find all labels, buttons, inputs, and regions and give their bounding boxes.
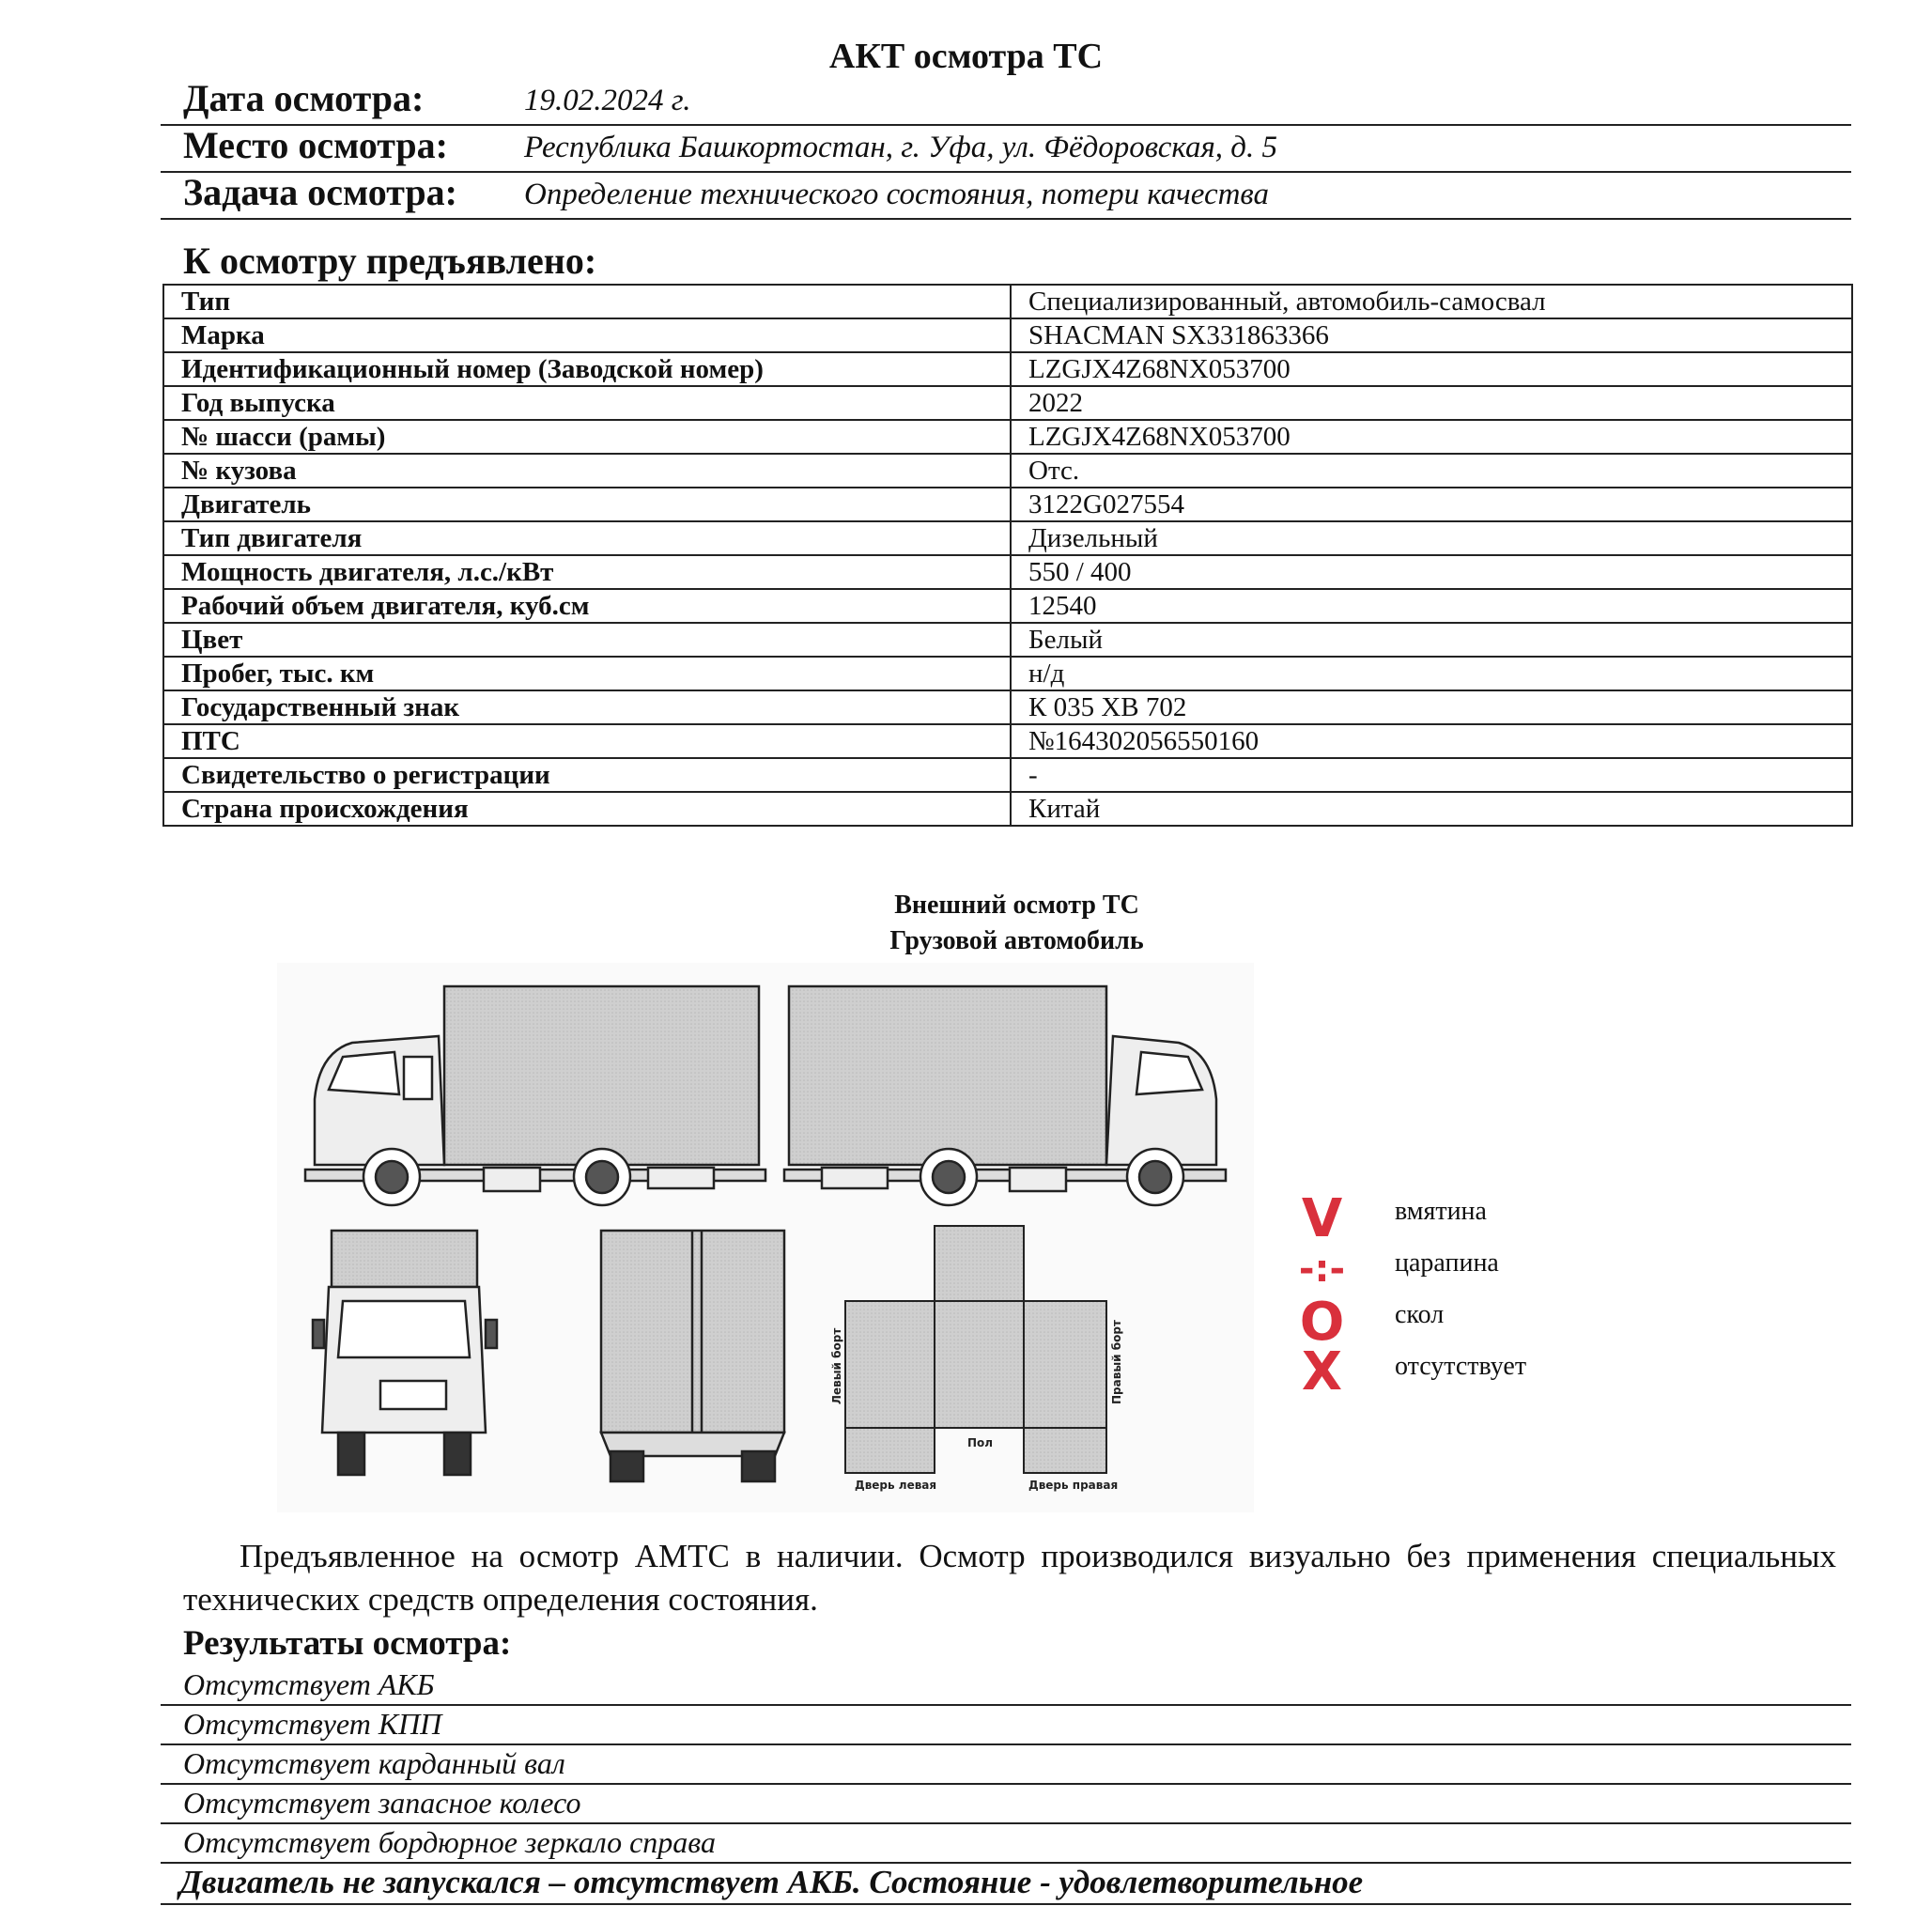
spec-value: Дизельный [1011, 521, 1852, 555]
result-item [161, 1822, 1851, 1864]
conclusion-row [161, 1862, 1851, 1905]
dent-label: вмятина [1395, 1197, 1487, 1226]
spec-key: Рабочий объем двигателя, куб.см [163, 589, 1011, 623]
scratch-symbol: -:- [1298, 1247, 1346, 1291]
spec-key: Государственный знак [163, 690, 1011, 724]
conclusion-text: Двигатель не запускался – отсутствует АКБ. Состояние - удовлетворительное [179, 1864, 1364, 1900]
inspection-place-label: Место осмотра: [183, 124, 448, 166]
truck-front-view [313, 1231, 497, 1475]
inspection-date-label: Дата осмотра: [183, 77, 425, 119]
plan-right-side-label: Правый борт [1110, 1320, 1123, 1404]
table-row [163, 555, 1852, 589]
truck-left-side-view [305, 986, 765, 1205]
spec-value: Белый [1011, 623, 1852, 657]
plan-door-left-label: Дверь левая [855, 1479, 937, 1492]
spec-value: SHACMAN SX331863366 [1011, 318, 1852, 352]
table-row [163, 758, 1852, 792]
table-row [163, 454, 1852, 488]
table-row [163, 589, 1852, 623]
spec-key: ПТС [163, 724, 1011, 758]
spec-value: 2022 [1011, 386, 1852, 420]
table-row [163, 657, 1852, 690]
inspection-date-value: 19.02.2024 г. [524, 84, 691, 117]
spec-key: Тип [163, 285, 1011, 318]
inspection-place-row [161, 124, 1851, 173]
table-row [163, 318, 1852, 352]
scratch-label: царапина [1395, 1248, 1499, 1278]
diagram-title: Внешний осмотр ТС [894, 891, 1139, 920]
spec-key: Страна происхождения [163, 792, 1011, 826]
spec-value: 12540 [1011, 589, 1852, 623]
result-text: Отсутствует запасное колесо [183, 1786, 581, 1820]
inspection-date-row [161, 77, 1851, 126]
truck-diagram [277, 963, 1254, 1512]
inspection-place-value: Республика Башкортостан, г. Уфа, ул. Фёдоровская, д. 5 [524, 131, 1277, 164]
result-item [161, 1783, 1851, 1824]
spec-key: Год выпуска [163, 386, 1011, 420]
table-row [163, 420, 1852, 454]
spec-key: Мощность двигателя, л.с./кВт [163, 555, 1011, 589]
table-row [163, 792, 1852, 826]
dent-symbol: V [1301, 1188, 1343, 1249]
spec-value: К 035 ХВ 702 [1011, 690, 1852, 724]
spec-key: Марка [163, 318, 1011, 352]
spec-value: №164302056550160 [1011, 724, 1852, 758]
spec-value: LZGJX4Z68NX053700 [1011, 420, 1852, 454]
spec-key: Свидетельство о регистрации [163, 758, 1011, 792]
diagram-subtitle: Грузовой автомобиль [889, 926, 1144, 955]
chip-symbol: O [1299, 1292, 1345, 1353]
spec-key: Двигатель [163, 488, 1011, 521]
spec-value: 3122G027554 [1011, 488, 1852, 521]
spec-value: - [1011, 758, 1852, 792]
plan-door-left [845, 1428, 935, 1473]
table-row [163, 521, 1852, 555]
plan-right-side [1024, 1301, 1106, 1428]
truck-diagram-svg [277, 963, 1254, 1512]
table-row [163, 623, 1852, 657]
spec-value: Отс. [1011, 454, 1852, 488]
spec-key: № шасси (рамы) [163, 420, 1011, 454]
inspection-paragraph: Предъявленное на осмотр АМТС в наличии. Осмотр производился визуально без применения специальных технических средств определения состояния. [183, 1538, 1836, 1618]
chip-label: скол [1395, 1300, 1445, 1329]
plan-door-right [1024, 1428, 1106, 1473]
truck-rear-view [601, 1231, 784, 1481]
result-item [161, 1665, 1851, 1706]
table-row [163, 285, 1852, 318]
truck-right-side-view [784, 986, 1226, 1205]
inspection-task-value: Определение технического состояния, потери качества [524, 178, 1270, 211]
table-row [163, 386, 1852, 420]
missing-symbol: X [1301, 1341, 1343, 1402]
result-text: Отсутствует карданный вал [183, 1746, 565, 1780]
table-row [163, 352, 1852, 386]
plan-floor-label: Пол [967, 1436, 994, 1449]
result-text: Отсутствует АКБ [183, 1667, 435, 1701]
spec-value: 550 / 400 [1011, 555, 1852, 589]
spec-value: Специализированный, автомобиль-самосвал [1011, 285, 1852, 318]
table-row [163, 488, 1852, 521]
spec-value: н/д [1011, 657, 1852, 690]
plan-left-side-label: Левый борт [830, 1327, 843, 1404]
inspection-task-row [161, 171, 1851, 220]
spec-key: Идентификационный номер (Заводской номер) [163, 352, 1011, 386]
plan-door-right-label: Дверь правая [1028, 1479, 1119, 1492]
result-text: Отсутствует бордюрное зеркало справа [183, 1825, 716, 1859]
missing-label: отсутствует [1395, 1352, 1527, 1381]
table-row [163, 690, 1852, 724]
vehicle-spec-table [162, 284, 1853, 827]
spec-value: Китай [1011, 792, 1852, 826]
spec-key: Цвет [163, 623, 1011, 657]
presented-heading: К осмотру предъявлено: [183, 240, 597, 282]
table-row [163, 724, 1852, 758]
spec-value: LZGJX4Z68NX053700 [1011, 352, 1852, 386]
spec-key: Пробег, тыс. км [163, 657, 1011, 690]
spec-key: № кузова [163, 454, 1011, 488]
result-text: Отсутствует КПП [183, 1707, 442, 1741]
spec-key: Тип двигателя [163, 521, 1011, 555]
result-item [161, 1743, 1851, 1785]
results-heading: Результаты осмотра: [183, 1624, 512, 1663]
plan-front-wall [935, 1226, 1024, 1301]
result-item [161, 1704, 1851, 1745]
plan-floor [935, 1301, 1024, 1428]
document-title: АКТ осмотра ТС [828, 37, 1104, 76]
inspection-task-label: Задача осмотра: [183, 171, 457, 213]
plan-left-side [845, 1301, 935, 1428]
